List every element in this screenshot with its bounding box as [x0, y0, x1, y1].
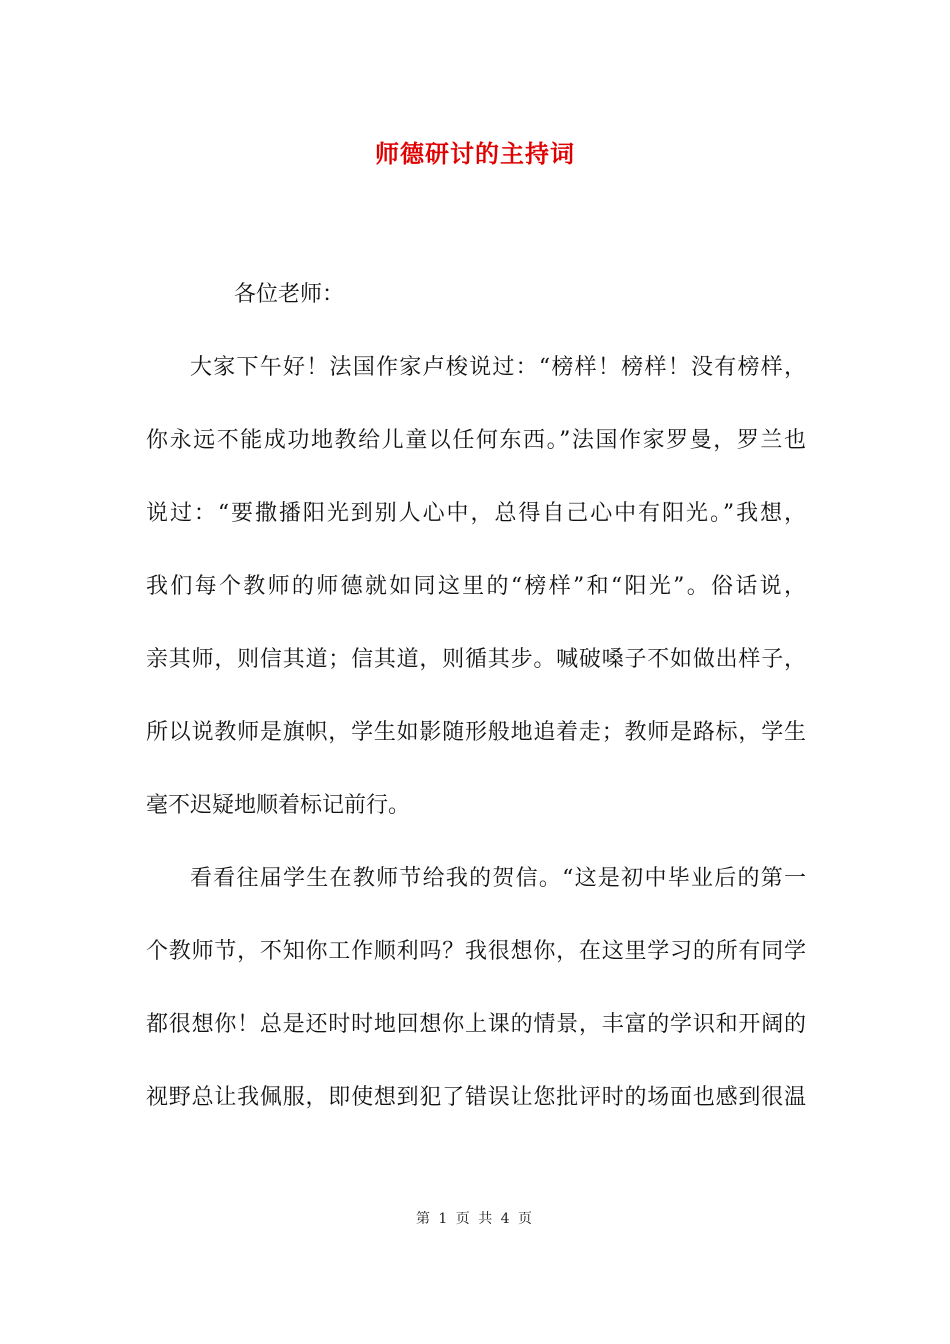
paragraph-1-line: 毫不迟疑地顺着标记前行。: [146, 793, 411, 818]
paragraph-2-line: 都很想你！总是还时时地回想你上课的情景，丰富的学识和开阔的: [146, 1012, 806, 1037]
greeting-line: 各位老师：: [234, 282, 345, 307]
paragraph-2-line: 视野总让我佩服，即使想到犯了错误让您批评时的场面也感到很温: [146, 1085, 806, 1110]
page-number-footer: 第 1 页 共 4 页: [415, 1211, 535, 1227]
paragraph-1-line: 亲其师，则信其道；信其道，则循其步。喊破嗓子不如做出样子，: [146, 647, 806, 672]
document-title: 师德研讨的主持词: [375, 139, 575, 168]
paragraph-1-line: 所以说教师是旗帜，学生如影随形般地追着走；教师是路标，学生: [146, 720, 806, 745]
paragraph-2-line: 个教师节，不知你工作顺利吗？我很想你，在这里学习的所有同学: [146, 939, 806, 964]
paragraph-1-line: 说过：“要撒播阳光到别人心中，总得自己心中有阳光。”我想，: [146, 501, 806, 526]
paragraph-1-line: 我们每个教师的师德就如同这里的“榜样”和“阳光”。俗话说，: [146, 574, 806, 599]
paragraph-1-line: 你永远不能成功地教给儿童以任何东西。”法国作家罗曼，罗兰也: [146, 428, 806, 453]
document-body: [146, 280, 806, 1156]
paragraph-1-line: 大家下午好！法国作家卢梭说过：“榜样！榜样！没有榜样，: [190, 355, 806, 380]
paragraph-2-line: 看看往届学生在教师节给我的贺信。“这是初中毕业后的第一: [190, 866, 806, 891]
